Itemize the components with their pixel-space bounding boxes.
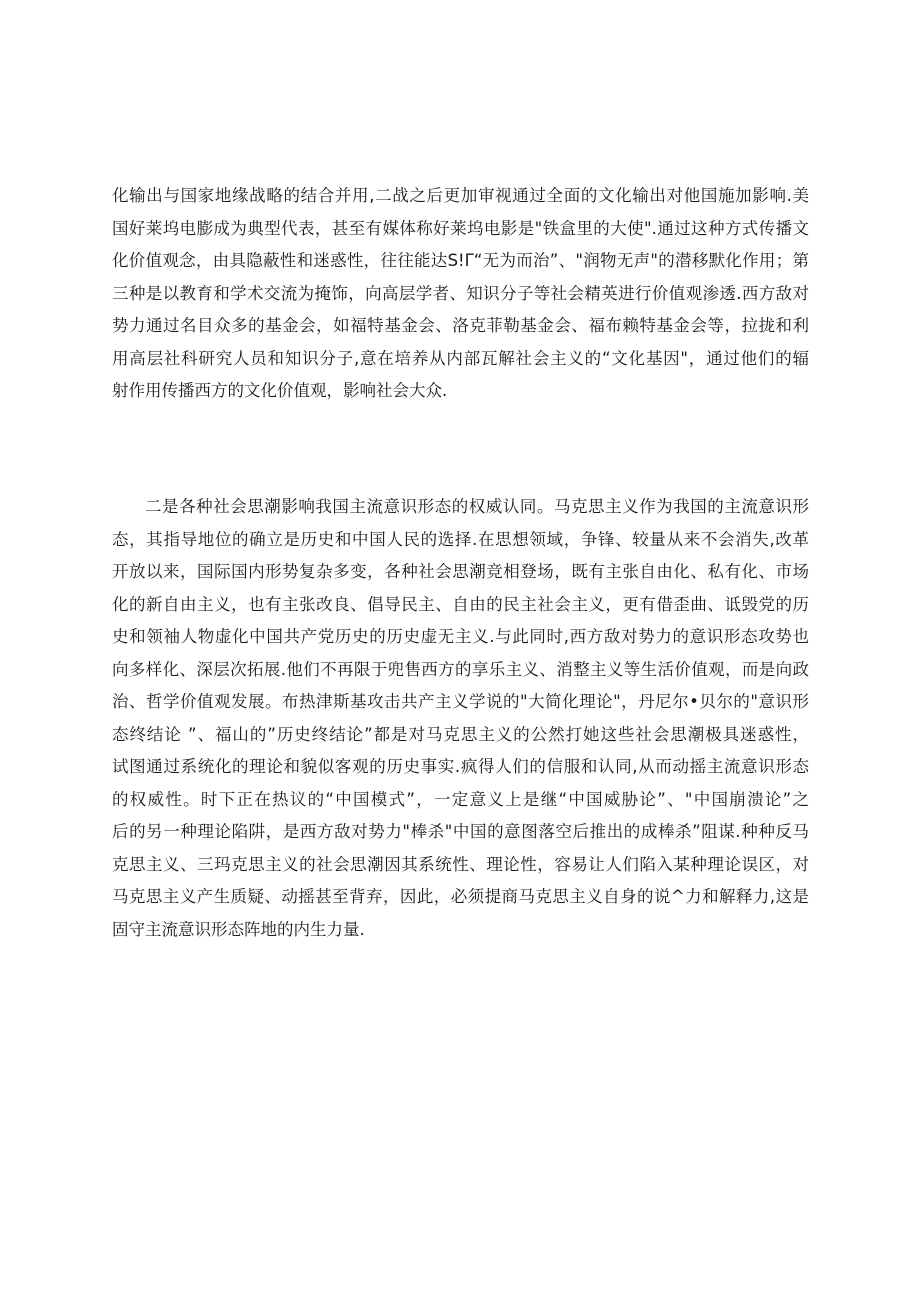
paragraph-cultural-export xyxy=(112,180,809,408)
text-line: 化的新自由主义，也有主张改良、倡导民主、自由的民主社会主义，更有借歪曲、诋毁党的历 xyxy=(112,594,809,614)
text-line: 二是各种社会思潮影响我国主流意识形态的权威认同。马克思主义作为我国的主流意识形 xyxy=(145,497,809,516)
text-line: 固守主流意识形态阵地的内生力量. xyxy=(112,919,365,939)
text-line: 态终结论 ”、福山的”历史终结论”都是对马克思主义的公然打她这些社会思潮极具迷惑性， xyxy=(112,724,809,744)
text-line: 史和领袖人物虚化中国共产党历史的历史虚无主义.与此同时,西方敌对势力的意识形态攻势也 xyxy=(112,627,809,646)
text-line: 射作用传播西方的文化价值观，影响社会大众. xyxy=(112,381,448,400)
text-line: 化价值观念，由具隐蔽性和迷惑性，往往能达S!Γ“无为而治”、"润物无声"的潜移默化作用；第 xyxy=(112,251,809,270)
text-line: 向多样化、深层次拓展.他们不再限于兜售西方的享乐主义、消整主义等生活价值观，而是向政 xyxy=(112,659,809,679)
text-line: 试图通过系统化的理论和貌似客观的历史事实.疯得人们的信服和认同,从而动摇主流意识形态 xyxy=(112,757,809,776)
text-line: 克思主义、三玛克思主义的社会思潮因其系统性、理论性，容易让人们陷入某种理论误区，对 xyxy=(112,854,809,874)
text-line: 势力通过名目众多的基金会，如福特基金会、洛克菲勒基金会、福布赖特基金会等，拉拢和利 xyxy=(112,316,809,335)
text-line: 的权威性。时下正在热议的“中国模式”，一定意义上是继“中国威胁论”、"中国崩溃论”之 xyxy=(112,789,809,809)
text-line: 治、哲学价值观发展。布热津斯基攻击共产主义学说的"大简化理论"，丹尼尔•贝尔的"意识形 xyxy=(112,692,809,711)
text-line: 化输出与国家地缘战略的结合并用,二战之后更加审视通过全面的文化输出对他国施加影响.美 xyxy=(112,186,809,205)
paragraph-social-trends xyxy=(112,491,809,946)
text-line: 国好莱坞电膨成为典型代表，甚至有媒体称好莱坞电影是"铁盒里的大使".通过这种方式传播文 xyxy=(112,218,809,238)
text-line: 开放以来，国际国内形势复杂多变，各种社会思潮竞相登场，既有主张自由化、私有化、市场 xyxy=(112,562,809,581)
text-line: 用高层社科研究人员和知识分子,意在培养从内部瓦解社会主义的“文化基因"，通过他们的辐 xyxy=(112,348,809,368)
text-line: 态，其指导地位的确立是历史和中国人民的选择.在思想领域，争锋、较量从来不会消失,改革 xyxy=(112,529,809,549)
text-line: 马克思主义产生质疑、动摇甚至背弃，因此，必须提商马克思主义自身的说^力和解释力,这是 xyxy=(112,887,809,906)
text-line: 三种是以教育和学术交流为掩饰，向高层学者、知识分子等社会精英进行价值观渗透.西方敌对 xyxy=(112,283,809,303)
text-line: 后的另一种理论陷阱，是西方敌对势力"棒杀"中国的意图落空后推出的成棒杀”阻谋.种种反马 xyxy=(112,822,809,841)
